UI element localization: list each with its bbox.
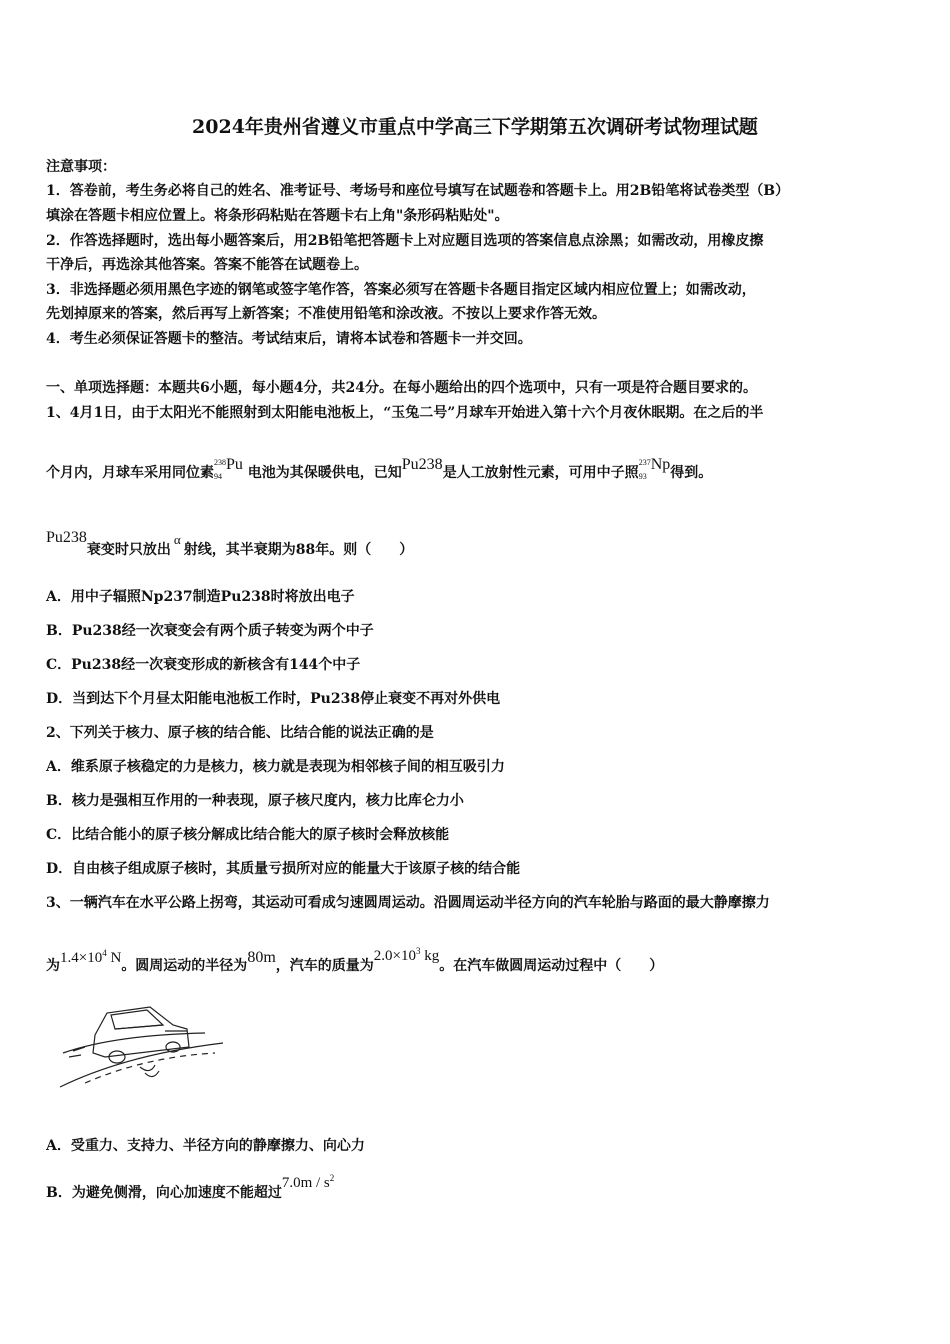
page-title: 2024年贵州省遵义市重点中学高三下学期第五次调研考试物理试题 <box>192 116 758 138</box>
force-formula <box>60 950 121 966</box>
q3-option-b <box>46 1173 335 1202</box>
q3-option-b-text: B．为避免侧滑，向心加速度不能超过 <box>46 1185 282 1201</box>
q1-text: 是人工放射性元素，可用中子照 <box>442 465 639 481</box>
acceleration-exponent: 2 <box>329 1173 335 1183</box>
alpha-symbol: α <box>173 532 181 547</box>
q1-text: 电池为其保暖供电，已知 <box>247 465 402 481</box>
pu-symbol: Pu <box>226 456 243 473</box>
notice-line: 干净后，再选涂其他答案。答案不能答在试题卷上。 <box>46 257 368 273</box>
q1-stem-line2 <box>46 456 713 482</box>
q1-option-c: C．Pu238经一次衰变形成的新核含有144个中子 <box>46 657 361 673</box>
q1-text: 衰变时只放出 <box>86 542 171 558</box>
notice-line: 先划掉原来的答案，然后再写上新答案；不准使用铅笔和涂改液。不按以上要求作答无效。 <box>46 306 606 322</box>
q2-option-a: A．维系原子核稳定的力是核力，核力就是表现为相邻核子间的相互吸引力 <box>46 759 505 775</box>
force-unit: N <box>106 950 122 966</box>
q3-text: 为 <box>46 958 60 974</box>
q1-text: 射线，其半衰期为88年。则（ ） <box>183 542 414 558</box>
np-atomic-number: 93 <box>638 472 647 481</box>
q1-text: 个月内，月球车采用同位素 <box>46 465 214 481</box>
pu238-formula: Pu238 <box>401 456 443 473</box>
q2-option-b: B．核力是强相互作用的一种表现，原子核尺度内，核力比库仑力小 <box>46 793 464 809</box>
np-symbol: Np <box>650 456 671 473</box>
q2-option-c: C．比结合能小的原子核分解成比结合能大的原子核时会释放核能 <box>46 827 450 843</box>
q3-stem-line1: 3、一辆汽车在水平公路上拐弯，其运动可看成匀速圆周运动。沿圆周运动半径方向的汽车轮胎与路面的最大静摩擦力 <box>46 895 770 911</box>
q1-text: 得到。 <box>670 465 713 481</box>
notice-line: 3．非选择题必须用黑色字迹的钢笔或签字笔作答，答案必须写在答题卡各题目指定区域内相应位置上；如需改动， <box>46 282 756 298</box>
notice-line: 2．作答选择题时，选出每小题答案后，用2B铅笔把答题卡上对应题目选项的答案信息点涂黑；如需改动，用橡皮擦 <box>46 233 764 249</box>
mass-exponent: 3 <box>415 946 421 956</box>
section-heading: 一、单项选择题：本题共6小题，每小题4分，共24分。在每小题给出的四个选项中，只有一项是符合题目要求的。 <box>46 380 757 396</box>
acceleration-value: 7.0m / s <box>281 1175 330 1191</box>
radius-formula: 80m <box>247 949 276 966</box>
notice-heading: 注意事项： <box>46 159 116 175</box>
force-base: 1.4×10 <box>60 950 103 966</box>
q1-option-d: D．当到达下个月昼太阳能电池板工作时，Pu238停止衰变不再对外供电 <box>46 691 501 707</box>
q3-stem-line2 <box>46 946 664 975</box>
pu-atomic-number: 94 <box>214 472 222 481</box>
q2-stem: 2、下列关于核力、原子核的结合能、比结合能的说法正确的是 <box>46 725 434 741</box>
mass-unit: kg <box>420 948 440 964</box>
q1-stem-line3 <box>46 529 414 559</box>
q2-option-d: D．自由核子组成原子核时，其质量亏损所对应的能量大于该原子核的结合能 <box>46 861 521 877</box>
pu238-formula: Pu238 <box>46 529 87 546</box>
q1-option-a: A．用中子辐照Np237制造Pu238时将放出电子 <box>46 589 355 605</box>
mass-base: 2.0×10 <box>373 948 416 964</box>
q3-text: ，汽车的质量为 <box>275 958 374 974</box>
np-isotope <box>638 456 671 482</box>
q3-text: 。圆周运动的半径为 <box>121 958 248 974</box>
acceleration-formula <box>282 1175 334 1191</box>
mass-formula <box>374 948 439 964</box>
notice-line: 填涂在答题卡相应位置上。将条形码粘贴在答题卡右上角"条形码粘贴处"。 <box>46 208 509 224</box>
q3-option-a: A．受重力、支持力、半径方向的静摩擦力、向心力 <box>46 1138 365 1154</box>
force-exponent: 4 <box>102 948 107 958</box>
q3-text: 。在汽车做圆周运动过程中（ ） <box>439 958 664 974</box>
np-mass-number: 237 <box>638 458 651 467</box>
car-turning-illustration <box>55 995 225 1090</box>
notice-line: 1．答卷前，考生务必将自己的姓名、准考证号、考场号和座位号填写在试题卷和答题卡上。用2B铅笔将试卷类型（B） <box>46 183 790 199</box>
pu-isotope <box>214 456 243 482</box>
q1-stem-line1: 1、4月1日，由于太阳光不能照射到太阳能电池板上，“玉兔二号”月球车开始进入第十六个月夜休眠期。在之后的半 <box>46 405 764 421</box>
pu-mass-number: 238 <box>214 458 226 467</box>
q1-option-b: B．Pu238经一次衰变会有两个质子转变为两个中子 <box>46 623 374 639</box>
notice-line: 4．考生必须保证答题卡的整洁。考试结束后，请将本试卷和答题卡一并交回。 <box>46 331 532 347</box>
